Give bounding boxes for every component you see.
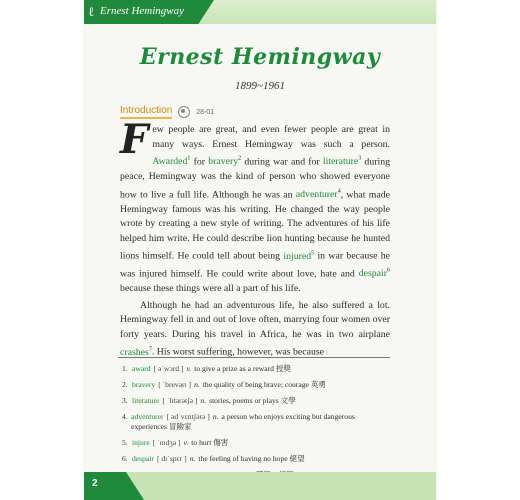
text-run: ew people are great, and even fewer people are great in many ways. Ernest Hemingway was such a person. [152, 124, 390, 150]
text-run: during peace, Hemingway was the kind of person who showed everyone how to live a full life. Although he was an [120, 156, 390, 200]
text-run: because these things were all a part of his life. [120, 283, 301, 294]
glossary-item: 6. despair [ dɪˈspɛr ] n. the feeling of having no hope 絕望 [122, 454, 305, 463]
track-number: 28-01 [196, 108, 215, 116]
vocab-injured: injured$^5$ [283, 250, 315, 262]
vocab-literature: literature$^3$ [322, 156, 362, 168]
life-dates: 1899~1961 [235, 80, 285, 92]
glossary-item: 2. bravery [ ˈbrevərɪ ] n. the quality of being brave; courage 英勇 [122, 380, 326, 389]
intro-label: Introduction [120, 105, 172, 119]
text-run: in war because he was injured himself. He could write about love, hate and [120, 250, 390, 280]
paragraph-2 [120, 299, 390, 361]
running-header: Ernest Hemingway [100, 5, 185, 17]
glossary-item: 1. award [ əˈwɔrd ] v. to give a prize as a reward 授獎 [122, 364, 292, 373]
glossary-item: 4. adventurer [ ədˈvɛntʃərə ] n. a person who enjoys exciting but dangerous experiences 冒險家 [122, 412, 355, 431]
text-run: . His worst suffering, however, was because [151, 346, 325, 358]
article-body [120, 116, 390, 360]
glossary-list [122, 361, 392, 483]
paragraph-1 [120, 116, 390, 297]
text-run: during war and for [241, 156, 323, 168]
vocab-crashes: crashes$^7$ [120, 346, 152, 358]
glossary-item: 5. injure [ ˈɪndʒə ] v. to hurt 傷害 [122, 438, 229, 447]
audio-cd-icon[interactable] [178, 106, 190, 118]
page-number: 2 [92, 478, 98, 489]
glossary-item: 3. literature [ ˈlɪtərətʃə ] n. stories, poems or plays 文學 [122, 396, 296, 405]
drop-cap: F [120, 116, 149, 163]
vocab-despair: despair$^6$ [358, 268, 390, 280]
vocab-bravery: bravery$^2$ [208, 156, 242, 168]
vocab-adventurer: adventurer$^4$ [295, 188, 341, 200]
text-run: , what made Hemingway famous was his writing. He changed the way people wrote by creating a new style of writing. The adventures of his life helped him write. He could describe lion hunting because he hunted lions himself. He could tell about being [120, 188, 390, 262]
text-run: Although he had an adventurous life, he also suffered a lot. Hemingway fell in and out of love often, marrying four women over forty years. During his travel in Africa, he was in two airplane [120, 299, 390, 340]
glossary-divider [118, 357, 390, 358]
vocab-award: Awarded$^1$ [152, 156, 191, 168]
text-run: for [190, 156, 209, 168]
leaf-icon: ℓ [88, 4, 95, 19]
page-title: Ernest Hemingway [139, 44, 381, 70]
